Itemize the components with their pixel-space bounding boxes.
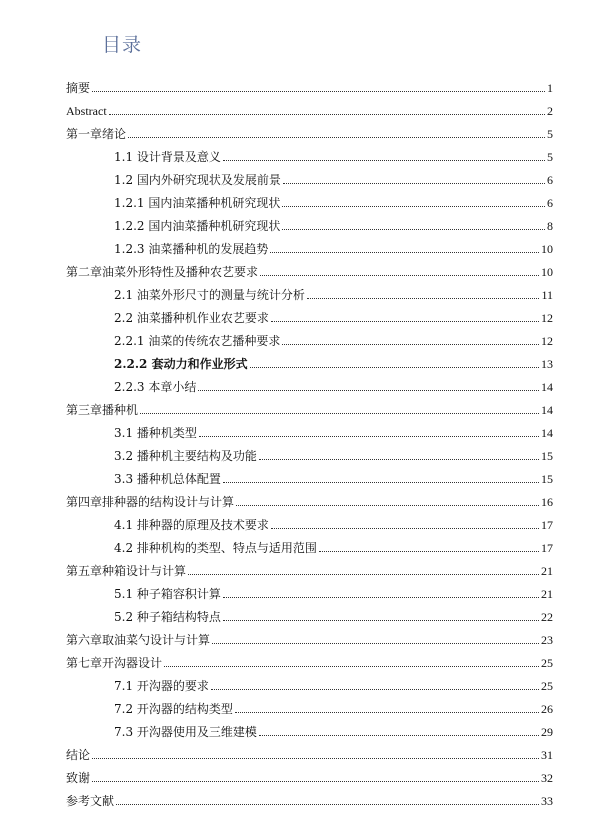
toc-entry-text: 2.2.3 本章小结 (114, 380, 197, 394)
toc-entry-text: 2.2.2 套动力和作业形式 (114, 357, 248, 371)
toc-entry-text: 7.2 开沟器的结构类型 (114, 702, 233, 716)
dot-leader (259, 459, 539, 460)
toc-entry-text: 5.2 种子箱结构特点 (114, 610, 221, 624)
dot-leader (282, 206, 545, 207)
dot-leader (260, 275, 539, 276)
toc-entry[interactable] (66, 555, 553, 578)
toc-entry-page-number: 11 (541, 288, 553, 302)
dot-leader (140, 413, 539, 414)
toc-entry[interactable] (66, 463, 553, 486)
dot-leader (223, 620, 539, 621)
dot-leader (259, 735, 539, 736)
toc-entry[interactable] (66, 601, 553, 624)
toc-entry-page-number: 29 (541, 725, 553, 739)
toc-entry-text: 3.3 播种机总体配置 (114, 472, 221, 486)
toc-entry-page-number: 14 (541, 403, 553, 417)
toc-entry-page-number: 5 (547, 127, 553, 141)
toc-entry-page-number: 10 (541, 242, 553, 256)
toc-entry-text: 第六章取油菜勺设计与计算 (66, 633, 211, 647)
toc-entry-text: 1.2.1 国内油菜播种机研究现状 (114, 196, 281, 210)
toc-entry-text: 2.2.1 油菜的传统农艺播种要求 (114, 334, 281, 348)
toc-entry[interactable] (66, 348, 553, 371)
toc-entry[interactable] (66, 233, 553, 256)
toc-entry-page-number: 16 (541, 495, 553, 509)
dot-leader (236, 505, 539, 506)
dot-leader (92, 781, 539, 782)
toc-entry-text: 摘要 (66, 81, 91, 95)
toc-entry-page-number: 15 (541, 472, 553, 486)
toc-entry-page-number: 14 (541, 426, 553, 440)
dot-leader (223, 597, 539, 598)
toc-entry-page-number: 33 (541, 794, 553, 808)
toc-entry[interactable] (66, 762, 553, 785)
toc-entry-text: 4.1 排种器的原理及技术要求 (114, 518, 269, 532)
table-of-contents (66, 72, 553, 808)
dot-leader (250, 367, 539, 368)
dot-leader (307, 298, 540, 299)
dot-leader (116, 804, 539, 805)
toc-entry-page-number: 25 (541, 656, 553, 670)
toc-entry-page-number: 23 (541, 633, 553, 647)
dot-leader (212, 643, 539, 644)
dot-leader (223, 160, 545, 161)
toc-entry-page-number: 6 (547, 196, 553, 210)
toc-entry-page-number: 17 (541, 541, 553, 555)
dot-leader (188, 574, 539, 575)
dot-leader (199, 436, 539, 437)
toc-entry-text: Abstract (66, 104, 107, 118)
toc-entry-text: 2.2 油菜播种机作业农艺要求 (114, 311, 269, 325)
toc-entry[interactable] (66, 785, 553, 808)
toc-entry-page-number: 21 (541, 564, 553, 578)
toc-entry[interactable] (66, 164, 553, 187)
toc-entry-text: 1.1 设计背景及意义 (114, 150, 221, 164)
toc-entry-text: 第七章开沟器设计 (66, 656, 163, 670)
toc-entry-text: 结论 (66, 748, 91, 762)
toc-entry[interactable] (66, 486, 553, 509)
dot-leader (271, 321, 539, 322)
toc-entry[interactable] (66, 624, 553, 647)
toc-entry-text: 第一章绪论 (66, 127, 127, 141)
toc-entry-page-number: 13 (541, 357, 553, 371)
toc-entry-page-number: 31 (541, 748, 553, 762)
toc-entry[interactable] (66, 647, 553, 670)
toc-entry[interactable] (66, 95, 553, 118)
toc-entry-page-number: 14 (541, 380, 553, 394)
toc-entry-text: 第三章播种机 (66, 403, 139, 417)
toc-entry-page-number: 25 (541, 679, 553, 693)
dot-leader (92, 91, 545, 92)
toc-entry[interactable] (66, 141, 553, 164)
dot-leader (270, 252, 539, 253)
dot-leader (211, 689, 539, 690)
toc-entry[interactable] (66, 670, 553, 693)
toc-entry-text: 2.1 油菜外形尺寸的测量与统计分析 (114, 288, 305, 302)
toc-title: 目录 (102, 34, 143, 56)
toc-entry-text: 1.2.2 国内油菜播种机研究现状 (114, 219, 281, 233)
toc-entry[interactable] (66, 693, 553, 716)
toc-entry[interactable] (66, 325, 553, 348)
toc-entry[interactable] (66, 72, 553, 95)
toc-entry-page-number: 2 (547, 104, 553, 118)
dot-leader (109, 114, 545, 115)
toc-entry[interactable] (66, 210, 553, 233)
toc-entry-text: 4.2 排种机构的类型、特点与适用范围 (114, 541, 317, 555)
toc-entry[interactable] (66, 532, 553, 555)
toc-entry-text: 第五章种箱设计与计算 (66, 564, 187, 578)
dot-leader (198, 390, 539, 391)
toc-entry-text: 致谢 (66, 771, 91, 785)
toc-entry-page-number: 17 (541, 518, 553, 532)
dot-leader (282, 229, 545, 230)
toc-entry[interactable] (66, 739, 553, 762)
toc-entry[interactable] (66, 302, 553, 325)
toc-entry[interactable] (66, 578, 553, 601)
toc-entry-page-number: 5 (547, 150, 553, 164)
toc-entry-text: 7.1 开沟器的要求 (114, 679, 209, 693)
toc-entry-page-number: 12 (541, 334, 553, 348)
toc-entry-page-number: 1 (547, 81, 553, 95)
toc-entry[interactable] (66, 371, 553, 394)
toc-entry-page-number: 32 (541, 771, 553, 785)
toc-entry[interactable] (66, 256, 553, 279)
dot-leader (92, 758, 539, 759)
toc-entry-text: 3.1 播种机类型 (114, 426, 197, 440)
toc-entry-text: 第四章排种器的结构设计与计算 (66, 495, 235, 509)
toc-entry-text: 1.2 国内外研究现状及发展前景 (114, 173, 281, 187)
toc-entry-page-number: 21 (541, 587, 553, 601)
dot-leader (319, 551, 539, 552)
dot-leader (271, 528, 539, 529)
dot-leader (282, 344, 539, 345)
toc-entry-page-number: 15 (541, 449, 553, 463)
toc-entry-page-number: 22 (541, 610, 553, 624)
toc-entry[interactable] (66, 118, 553, 141)
dot-leader (164, 666, 539, 667)
toc-entry[interactable] (66, 394, 553, 417)
toc-entry[interactable] (66, 440, 553, 463)
toc-entry-text: 第二章油菜外形特性及播种农艺要求 (66, 265, 259, 279)
dot-leader (283, 183, 545, 184)
toc-entry-text: 7.3 开沟器使用及三维建模 (114, 725, 257, 739)
toc-entry-page-number: 26 (541, 702, 553, 716)
toc-entry-page-number: 10 (541, 265, 553, 279)
toc-entry-text: 3.2 播种机主要结构及功能 (114, 449, 257, 463)
toc-entry-page-number: 6 (547, 173, 553, 187)
toc-entry[interactable] (66, 716, 553, 739)
toc-entry[interactable] (66, 187, 553, 210)
toc-entry-page-number: 8 (547, 219, 553, 233)
toc-entry[interactable] (66, 279, 553, 302)
dot-leader (128, 137, 545, 138)
dot-leader (223, 482, 539, 483)
toc-entry-text: 参考文献 (66, 794, 115, 808)
toc-entry[interactable] (66, 509, 553, 532)
toc-entry-text: 5.1 种子箱容积计算 (114, 587, 221, 601)
toc-entry-text: 1.2.3 油菜播种机的发展趋势 (114, 242, 269, 256)
toc-entry[interactable] (66, 417, 553, 440)
toc-entry-page-number: 12 (541, 311, 553, 325)
dot-leader (235, 712, 539, 713)
